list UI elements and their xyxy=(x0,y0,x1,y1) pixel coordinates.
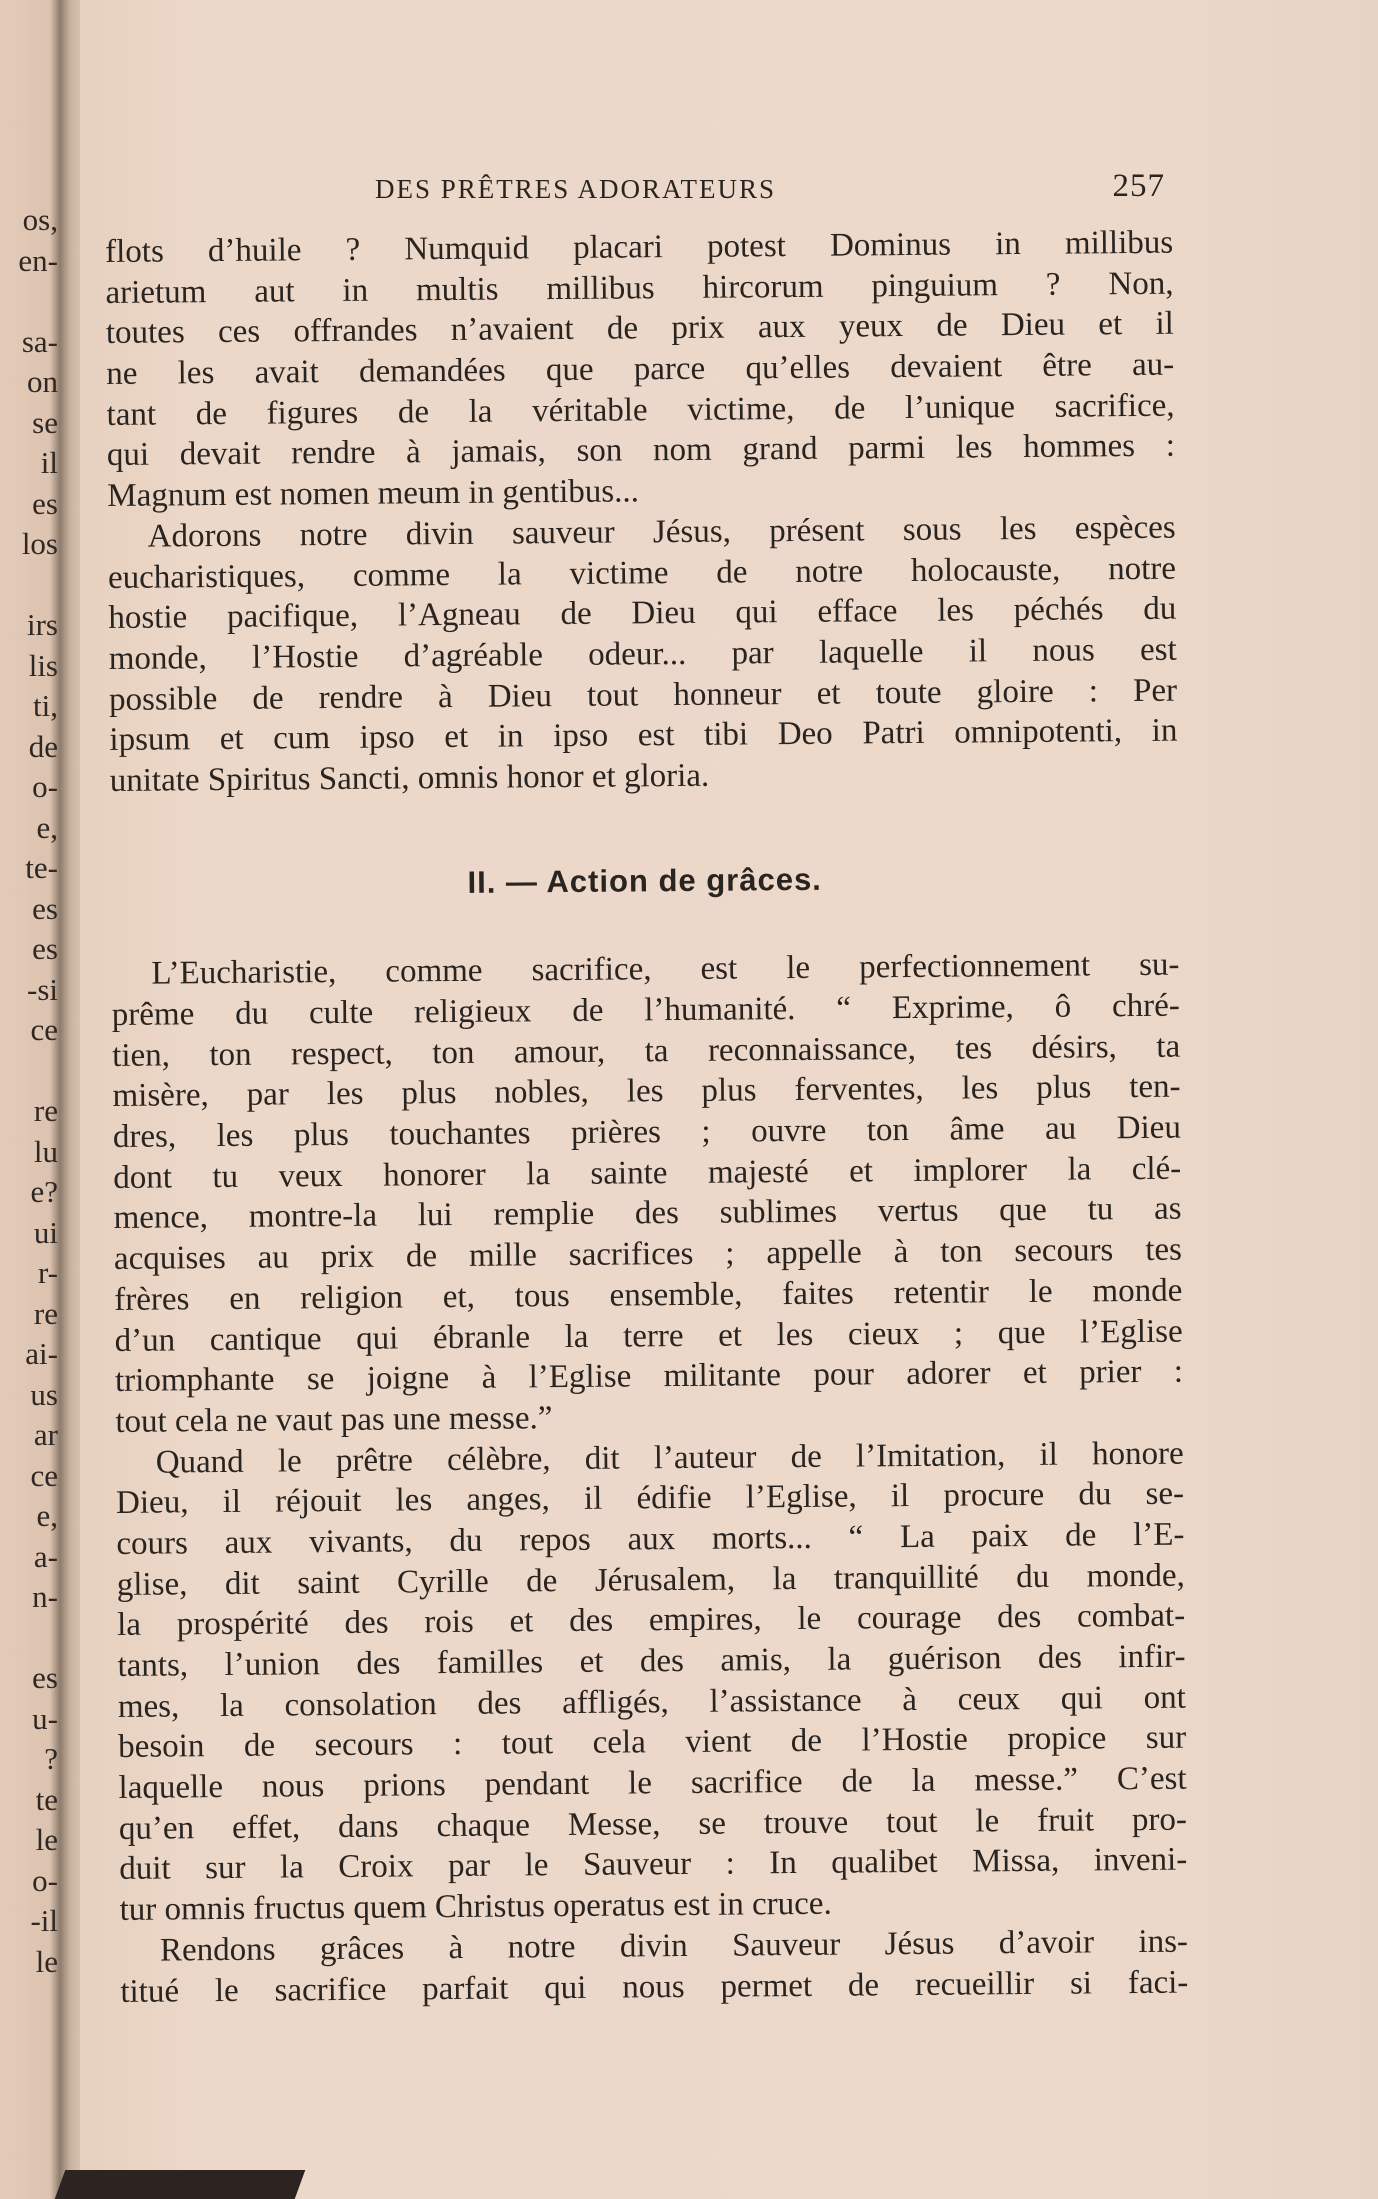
prev-page-fragment: a- xyxy=(33,1538,58,1574)
prev-page-fragment: le xyxy=(35,1943,58,1979)
text-line: ipsum et cum ipso et in ipso est tibi Deo Patri omnipotenti, in xyxy=(109,712,1178,759)
text-line: Rendons grâces à notre divin Sauveur Jésus d’avoir ins- xyxy=(159,1923,1189,1969)
prev-page-fragment xyxy=(0,281,58,322)
prev-page-fragment: los xyxy=(21,526,58,561)
text-line: Adorons notre divin sauveur Jésus, présent sous les espèces xyxy=(147,509,1176,555)
prev-page-fragment: r- xyxy=(37,1255,58,1290)
text-line: toutes ces offrandes n’avaient de prix aux yeux de Dieu et il xyxy=(105,306,1175,352)
page-body xyxy=(105,223,1188,2012)
prev-page-fragment: us xyxy=(30,1376,58,1412)
text-line: tout cela ne vaut pas une messe.” xyxy=(115,1400,553,1440)
text-line: hostie pacifique, l’Agneau de Dieu qui efface les péchés du xyxy=(108,590,1177,637)
prev-page-fragment: le xyxy=(35,1822,58,1857)
prev-page-fragment: lu xyxy=(33,1133,58,1169)
text-line: frères en religion et, tous ensemble, faites retentir le monde xyxy=(114,1272,1183,1318)
prev-page-fragment: e, xyxy=(36,809,58,845)
text-line: unitate Spiritus Sancti, omnis honor et gloria. xyxy=(109,757,710,799)
prev-page-fragment: -il xyxy=(30,1903,58,1938)
text-line: la prospérité des rois et des empires, le courage des combat- xyxy=(117,1597,1186,1644)
text-line: arietum aut in multis millibus hircorum pinguium ? Non, xyxy=(105,265,1174,311)
text-line: possible de rendre à Dieu tout honneur et toute gloire : Per xyxy=(108,672,1178,718)
prev-page-fragment: lis xyxy=(28,647,58,683)
prev-page-fragment: ui xyxy=(33,1214,58,1250)
prev-page-fragment: on xyxy=(27,364,58,399)
text-line: mence, montre-la lui remplie des sublimes vertus que tu as xyxy=(113,1191,1182,1237)
prev-page-fragment: irs xyxy=(27,607,58,642)
prev-page-fragment: ce xyxy=(30,1012,58,1047)
text-line: ne les avait demandées que parce qu’elles devaient être au- xyxy=(106,346,1175,393)
prev-page-fragment: de xyxy=(28,728,58,764)
running-head: DES PRÊTRES ADORATEURS xyxy=(375,174,777,204)
prev-page-fragment: ai- xyxy=(25,1336,58,1371)
text-line: besoin de secours : tout cela vient de l’Hostie propice sur xyxy=(118,1719,1187,1766)
book-edge-shadow xyxy=(55,2170,306,2199)
prev-page-fragment xyxy=(0,1051,58,1092)
section-heading: II. — Action de grâces. xyxy=(467,861,822,900)
text-line: duit sur la Croix par le Sauveur : In qualibet Missa, inveni- xyxy=(119,1842,1188,1888)
prev-page-fragment: ce xyxy=(30,1457,58,1493)
text-line: glise, dit saint Cyrille de Jérusalem, la tranquillité du monde, xyxy=(116,1557,1185,1603)
text-line: qui devait rendre à jamais, son nom grand parmi les hommes : xyxy=(106,428,1176,474)
text-line: prême du culte religieux de l’humanité. “ Exprime, ô chré- xyxy=(111,987,1180,1033)
text-line: tants, l’union des familles et des amis, la guérison des infir- xyxy=(117,1638,1186,1684)
prev-page-fragment: es xyxy=(32,931,58,966)
prev-page-fragment: e, xyxy=(36,1498,58,1533)
text-line: laquelle nous prions pendant le sacrifice de la messe.” C’est xyxy=(118,1760,1187,1807)
text-line: dont tu veux honorer la sainte majesté et implorer la clé- xyxy=(113,1150,1182,1196)
prev-page-fragment: ar xyxy=(33,1417,58,1452)
prev-page-fragment: re xyxy=(33,1093,58,1128)
prev-page-fragment xyxy=(0,1618,58,1659)
text-line: flots d’huile ? Numquid placari potest Dominus in millibus xyxy=(105,224,1174,270)
page-header xyxy=(375,168,1165,214)
prev-page-fragment: os, xyxy=(22,202,58,237)
prev-page-fragment: u- xyxy=(32,1700,58,1736)
page-number: 257 xyxy=(1112,168,1165,204)
text-line: qu’en effet, dans chaque Messe, se trouve tout le fruit pro- xyxy=(118,1801,1188,1847)
text-line: Magnum est nomen meum in gentibus... xyxy=(107,473,640,515)
text-line: acquises au prix de mille sacrifices ; appelle à ton secours tes xyxy=(113,1231,1183,1278)
text-line: Quand le prêtre célèbre, dit l’auteur de l’Imitation, il honore xyxy=(155,1435,1184,1481)
text-line: eucharistiques, comme la victime de notre holocauste, notre xyxy=(107,550,1177,596)
previous-page-edge-text xyxy=(0,200,58,1982)
prev-page-fragment: ti, xyxy=(33,688,58,723)
text-line: tur omnis fructus quem Christus operatus est in cruce. xyxy=(119,1885,832,1929)
text-line: triomphante se joigne à l’Eglise militante pour adorer et prier : xyxy=(114,1353,1184,1400)
text-line: mes, la consolation des affligés, l’assistance à ceux qui ont xyxy=(117,1679,1186,1725)
prev-page-fragment: il xyxy=(40,445,58,480)
prev-page-fragment: es xyxy=(32,1660,58,1695)
prev-page-fragment: o- xyxy=(32,769,58,804)
text-line: L’Eucharistie, comme sacrifice, est le perfectionnement su- xyxy=(151,946,1180,992)
prev-page-fragment: -si xyxy=(27,971,58,1007)
text-line: d’un cantique qui ébranle la terre et les cieux ; que l’Eglise xyxy=(114,1313,1183,1359)
prev-page-fragment: se xyxy=(32,404,58,440)
prev-page-fragment: en- xyxy=(18,242,58,278)
prev-page-fragment: ? xyxy=(44,1741,58,1776)
prev-page-fragment: o- xyxy=(32,1862,58,1898)
prev-page-fragment: sa- xyxy=(21,323,58,359)
text-line: titué le sacrifice parfait qui nous permet de recueillir si faci- xyxy=(120,1964,1189,2010)
prev-page-fragment: e? xyxy=(30,1174,58,1209)
text-line: tien, ton respect, ton amour, ta reconnaissance, tes désirs, ta xyxy=(112,1028,1181,1074)
text-line: Dieu, il réjouit les anges, il édifie l’Eglise, il procure du se- xyxy=(115,1475,1185,1522)
prev-page-fragment: es xyxy=(32,890,58,926)
text-line: cours aux vivants, du repos aux morts... “ La paix de l’E- xyxy=(116,1516,1185,1562)
text-line: misère, par les plus nobles, les plus ferventes, les plus ten- xyxy=(112,1069,1181,1115)
prev-page-fragment: re xyxy=(33,1295,58,1331)
prev-page-fragment: te xyxy=(35,1781,58,1817)
prev-page-fragment: es xyxy=(32,485,58,521)
text-line: tant de figures de la véritable victime, de l’unique sacrifice, xyxy=(106,387,1175,433)
text-line: monde, l’Hostie d’agréable odeur... par laquelle il nous est xyxy=(108,631,1177,677)
text-line: dres, les plus touchantes prières ; ouvre ton âme au Dieu xyxy=(112,1109,1182,1156)
prev-page-fragment xyxy=(0,565,58,606)
prev-page-fragment: te- xyxy=(25,850,58,885)
prev-page-fragment: n- xyxy=(32,1579,58,1614)
